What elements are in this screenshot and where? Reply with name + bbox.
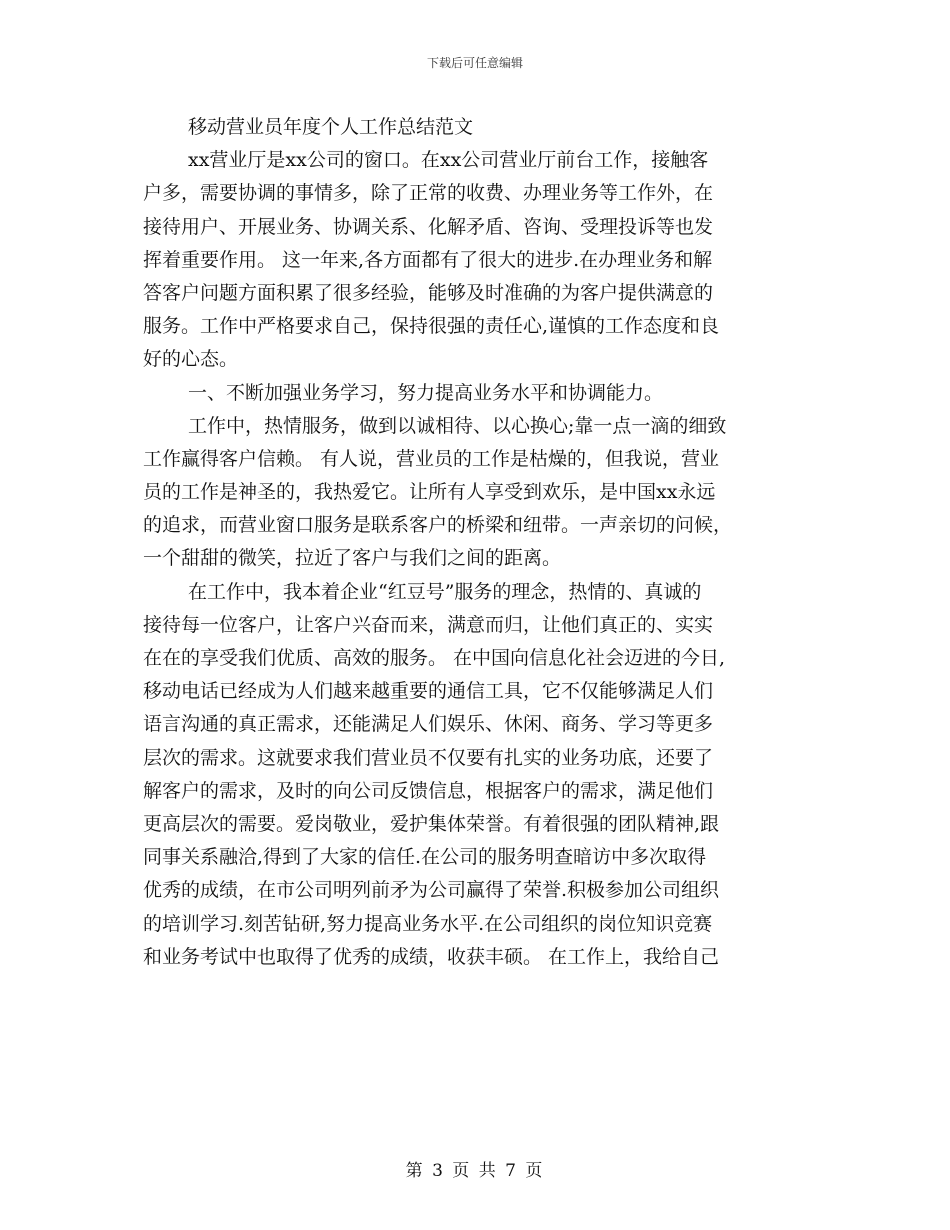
page-header: 下载后可任意编辑 xyxy=(426,56,523,70)
text-line: 一个甜甜的微笑，拉近了客户与我们之间的距离。 xyxy=(143,547,562,570)
text-line: 的培训学习.刻苦钻研,努力提高业务水平.在公司组织的岗位知识竞赛 xyxy=(143,912,713,935)
document-body xyxy=(143,111,819,974)
text-line: 更高层次的需要。爱岗敬业，爱护集体荣誉。有着很强的团队精神,跟 xyxy=(143,812,720,835)
text-line: 接待每一位客户，让客户兴奋而来，满意而归，让他们真正的、实实 xyxy=(143,613,714,636)
text-line: 工作赢得客户信赖。 有人说，营业员的工作是枯燥的，但我说，营业 xyxy=(143,447,720,470)
text-line: 语言沟通的真正需求，还能满足人们娱乐、休闲、商务、学习等更多 xyxy=(143,713,714,736)
document-title: 移动营业员年度个人工作总结范文 xyxy=(188,116,474,138)
text-line: 接待用户、开展业务、协调关系、化解矛盾、咨询、受理投诉等也发 xyxy=(143,215,714,238)
text-line: 工作中，热情服务，做到以诚相待、以心换心;靠一点一滴的细致 xyxy=(188,414,727,437)
text-line: 服务。工作中严格要求自己，保持很强的责任心,谨慎的工作态度和良 xyxy=(143,315,720,338)
text-line: 和业务考试中也取得了优秀的成绩，收获丰硕。 在工作上，我给自己 xyxy=(143,945,720,968)
text-line: 层次的需求。这就要求我们营业员不仅要有扎实的业务功底，还要了 xyxy=(143,746,714,769)
text-line: xx营业厅是xx公司的窗口。在xx公司营业厅前台工作，接触客 xyxy=(188,149,709,172)
text-line: 移动电话已经成为人们越来越重要的通信工具，它不仅能够满足人们 xyxy=(143,680,714,703)
text-line: 答客户问题方面积累了很多经验，能够及时准确的为客户提供满意的 xyxy=(143,281,714,304)
text-line: 解客户的需求，及时的向公司反馈信息，根据客户的需求，满足他们 xyxy=(143,779,714,802)
text-line: 员的工作是神圣的，我热爱它。让所有人享受到欢乐，是中国xx永远 xyxy=(143,481,716,504)
text-line: 好的心态。 xyxy=(143,348,239,371)
text-line: 同事关系融洽,得到了大家的信任.在公司的服务明查暗访中多次取得 xyxy=(143,846,707,869)
section-heading: 一、不断加强业务学习，努力提高业务水平和协调能力。 xyxy=(188,381,664,404)
text-line: 在在的享受我们优质、高效的服务。 在中国向信息化社会迈进的今日, xyxy=(143,647,726,669)
text-line: 在工作中，我本着企业“红豆号”服务的理念，热情的、真诚的 xyxy=(188,580,702,603)
text-line: 的追求，而营业窗口服务是联系客户的桥梁和纽带。一声亲切的问候， xyxy=(143,514,733,537)
text-line: 挥着重要作用。 这一年来,各方面都有了很大的进步.在办理业务和解 xyxy=(143,248,713,271)
page-number: 第 3 页 共 7 页 xyxy=(405,1161,545,1181)
text-line: 户多，需要协调的事情多，除了正常的收费、办理业务等工作外，在 xyxy=(143,182,714,205)
text-line: 优秀的成绩，在市公司明列前矛为公司赢得了荣誉.积极参加公司组织 xyxy=(143,879,720,902)
